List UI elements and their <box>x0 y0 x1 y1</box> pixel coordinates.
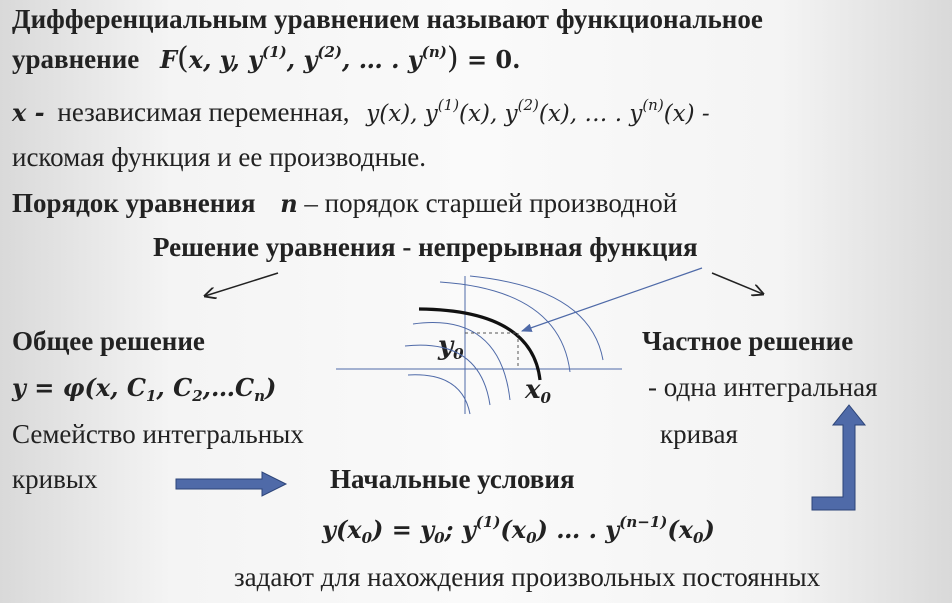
left-pointer-arrow <box>205 273 278 296</box>
definition-word: уравнение <box>12 44 140 74</box>
block-arrow-right <box>176 472 286 496</box>
x-symbol: x - <box>12 98 45 127</box>
family-text-2: кривых <box>12 464 98 494</box>
order-n-symbol: n <box>280 189 298 218</box>
y0-label: $y_0$ <box>438 331 464 363</box>
particular-solution-text-1: - одна интегральная <box>648 372 878 402</box>
integral-curve-3 <box>408 375 470 414</box>
order-text: – порядок старшей производной <box>304 188 678 218</box>
initial-conditions-footer: задают для нахождения произвольных постоянных <box>234 562 821 592</box>
particular-solution-title: Частное решение <box>642 326 854 356</box>
initial-conditions-title: Начальные условия <box>330 464 575 494</box>
initial-conditions-formula: $y(x_0) = y_0$; $y^{(1)}(x_0)$ … . $y^{(n-1)}(x_0)$ <box>322 513 715 547</box>
right-pointer-arrow <box>712 273 763 294</box>
family-text-1: Семейство интегральных <box>12 419 304 449</box>
particular-solution-text-2: кривая <box>660 419 738 449</box>
general-solution-formula: y = φ(x, $C_1$, $C_2,\dots C_n$) <box>12 373 277 405</box>
function-list: y(x), $y^{(1)}(x)$, $y^{(2)}(x)$, … . $y^{(n)}(x)$ - <box>366 96 710 127</box>
general-solution-title: Общее решение <box>12 326 205 356</box>
x0-label: $x_0$ <box>525 375 551 407</box>
integral-curve-5 <box>470 276 603 360</box>
independent-variable-text: независимая переменная, <box>57 97 350 127</box>
equation-general-form: F(x, y, $y^{(1)}$, $y^{(2)}$, … . $y^{(n)}) = 0$. <box>160 41 521 76</box>
order-label: Порядок уравнения <box>12 188 256 218</box>
integral-curve-1 <box>413 323 510 400</box>
definition-line-1: Дифференциальным уравнением называют функциональное <box>12 4 763 34</box>
particular-pointer-arrow <box>522 268 702 331</box>
l-arrow-up <box>812 405 865 510</box>
solution-title: Решение уравнения - непрерывная функция <box>153 232 698 262</box>
definition-line-4: искомая функция и ее производные. <box>12 142 427 172</box>
